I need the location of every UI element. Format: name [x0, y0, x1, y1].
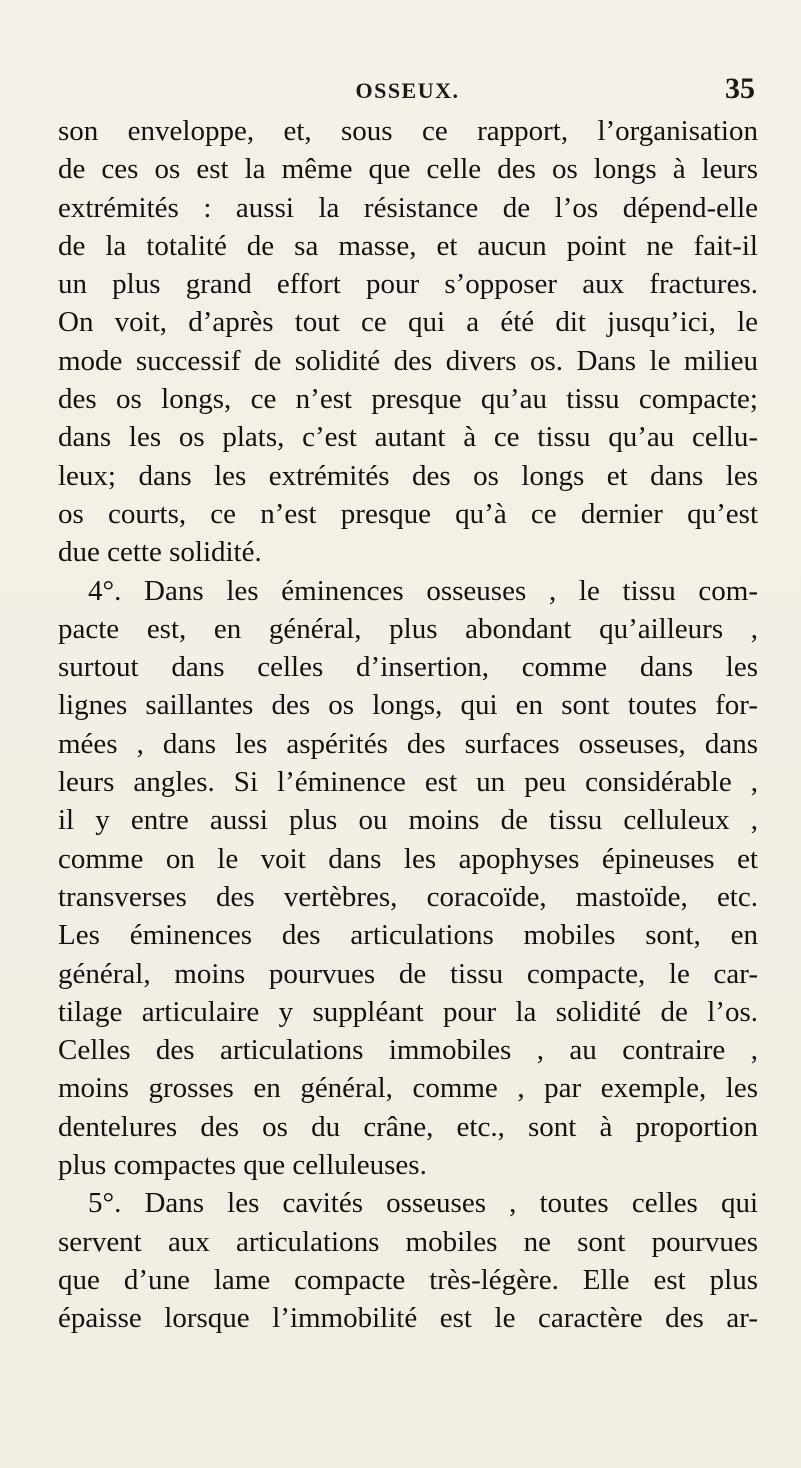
- text-line: leux; dans les extrémités des os longs et dans les: [58, 459, 758, 492]
- page-number: 35: [725, 72, 755, 105]
- text-line: Les éminences des articulations mobiles sont, en: [58, 919, 758, 952]
- text-line: moins grosses en général, comme , par exemple, les: [58, 1072, 758, 1105]
- text-line: lignes saillantes des os longs, qui en sont toutes for-: [58, 689, 758, 722]
- text-line: des os longs, ce n’est presque qu’au tissu compacte;: [58, 383, 758, 416]
- text-line: transverses des vertèbres, coracoïde, mastoïde, etc.: [58, 880, 758, 913]
- text-line: mode successif de solidité des divers os. Dans le milieu: [58, 344, 758, 377]
- text-line: de ces os est la même que celle des os longs à leurs: [58, 153, 758, 186]
- text-line: que d’une lame compacte très-légère. Elle est plus: [58, 1263, 758, 1296]
- text-line: comme on le voit dans les apophyses épineuses et: [58, 842, 758, 875]
- text-line: pacte est, en général, plus abondant qu’ailleurs ,: [58, 612, 758, 645]
- text-line: surtout dans celles d’insertion, comme dans les: [58, 651, 758, 684]
- text-line: général, moins pourvues de tissu compacte, le car-: [58, 957, 758, 990]
- running-head: [60, 72, 755, 112]
- text-line: son enveloppe, et, sous ce rapport, l’organisation: [58, 115, 758, 147]
- text-line: On voit, d’après tout ce qui a été dit jusqu’ici, le: [58, 306, 758, 339]
- text-line: mées , dans les aspérités des surfaces osseuses, dans: [58, 727, 758, 760]
- text-line: dans les os plats, c’est autant à ce tissu qu’au cellu-: [58, 421, 758, 454]
- body-text: [58, 112, 758, 1338]
- text-line: épaisse lorsque l’immobilité est le caractère des ar-: [58, 1302, 758, 1335]
- text-line: extrémités : aussi la résistance de l’os dépend-elle: [58, 191, 758, 224]
- text-line: os courts, ce n’est presque qu’à ce dernier qu’est: [58, 497, 758, 530]
- running-title: OSSEUX.: [355, 78, 460, 103]
- text-line: servent aux articulations mobiles ne sont pourvues: [58, 1225, 758, 1258]
- text-line: de la totalité de sa masse, et aucun point ne fait-il: [58, 229, 758, 262]
- text-line: leurs angles. Si l’éminence est un peu considérable ,: [58, 766, 758, 799]
- text-line: due cette solidité.: [58, 536, 262, 569]
- text-line: un plus grand effort pour s’opposer aux fractures.: [58, 268, 758, 301]
- text-line: tilage articulaire y suppléant pour la solidité de l’os.: [58, 995, 758, 1028]
- text-line: dentelures des os du crâne, etc., sont à proportion: [58, 1110, 758, 1143]
- text-line: Celles des articulations immobiles , au contraire ,: [58, 1034, 758, 1067]
- text-line: 4°. Dans les éminences osseuses , le tissu com-: [88, 574, 758, 607]
- text-line: plus compactes que celluleuses.: [58, 1149, 427, 1182]
- text-line: 5°. Dans les cavités osseuses , toutes celles qui: [88, 1187, 758, 1220]
- text-line: il y entre aussi plus ou moins de tissu celluleux ,: [58, 804, 758, 837]
